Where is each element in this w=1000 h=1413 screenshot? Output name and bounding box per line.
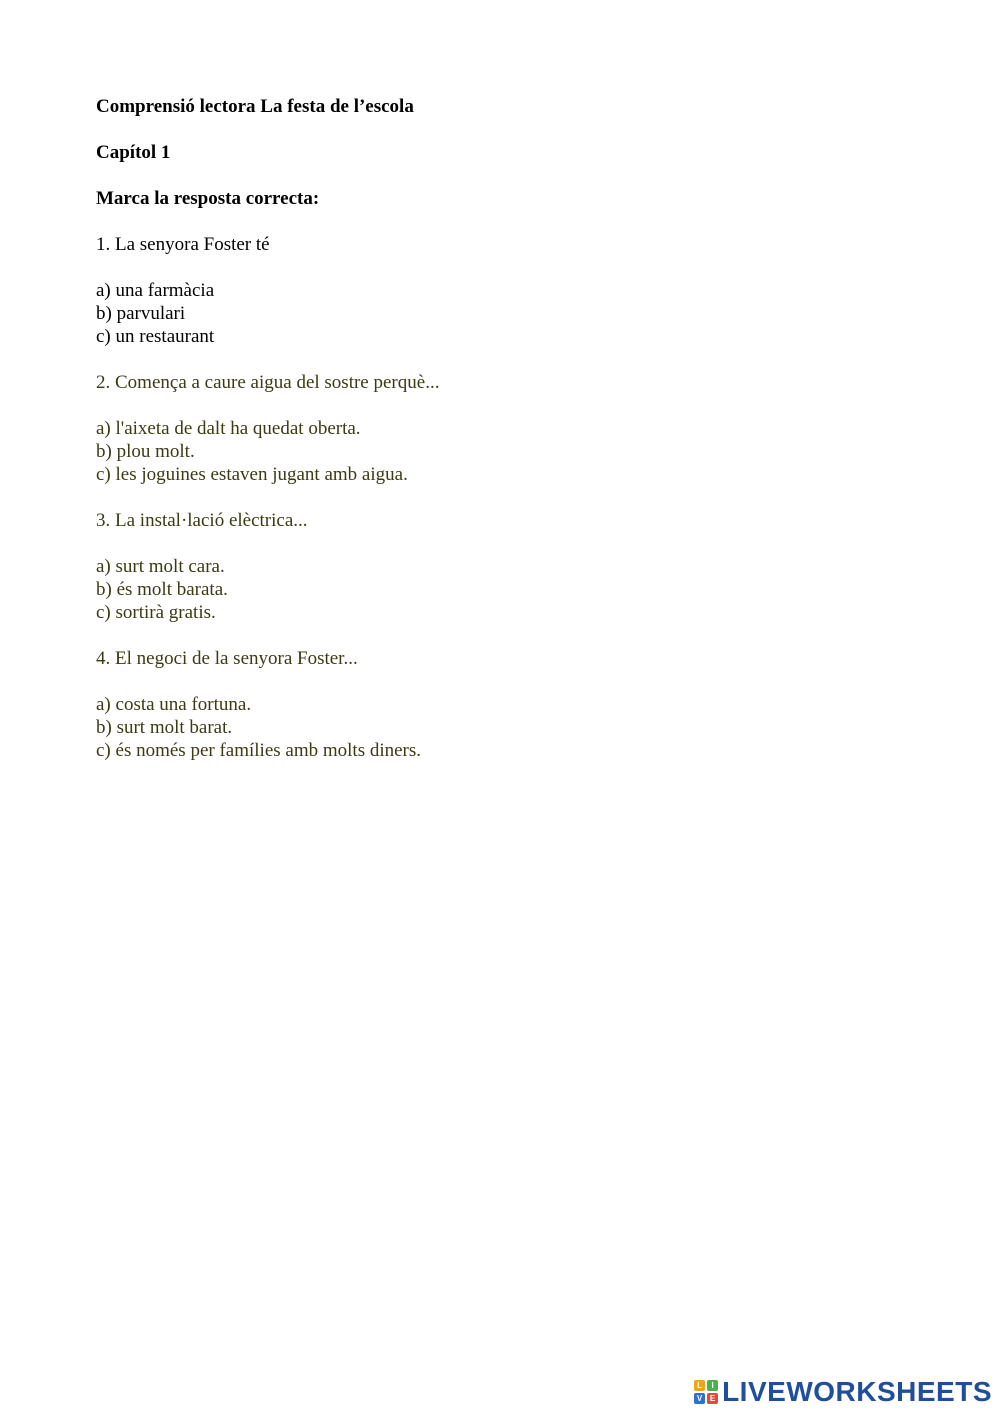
spacer [96,394,916,417]
question-prompt: 3. La instal·lació elèctrica... [96,510,308,531]
question-1 [96,233,916,348]
spacer [96,532,916,555]
spacer [96,256,916,279]
answer-option[interactable]: a) l'aixeta de dalt ha quedat oberta. [96,418,361,439]
question-prompt: 1. La senyora Foster té [96,234,270,255]
liveworksheets-branding [694,1377,992,1407]
question-2 [96,371,916,486]
logo-tile: L [694,1380,705,1391]
answer-option[interactable]: c) és només per famílies amb molts diners. [96,740,422,761]
answer-option[interactable]: b) surt molt barat. [96,717,233,738]
answer-option[interactable]: c) les joguines estaven jugant amb aigua. [96,464,408,485]
answer-option[interactable]: c) un restaurant [96,326,215,347]
document-title: Comprensió lectora La festa de l’escola [96,96,414,117]
answer-option[interactable]: a) una farmàcia [96,280,215,301]
liveworksheets-logo-icon [694,1380,718,1404]
spacer [96,164,916,187]
question-3 [96,509,916,624]
spacer [96,486,916,509]
instruction-text: Marca la resposta correcta: [96,188,320,209]
question-prompt: 4. El negoci de la senyora Foster... [96,648,358,669]
answer-option[interactable]: a) surt molt cara. [96,556,225,577]
answer-option[interactable]: b) és molt barata. [96,579,228,600]
answer-option[interactable]: a) costa una fortuna. [96,694,252,715]
answer-option[interactable]: c) sortirà gratis. [96,602,216,623]
answer-option[interactable]: b) parvulari [96,303,186,324]
logo-tile: V [694,1393,705,1404]
logo-tile: I [707,1380,718,1391]
question-4 [96,647,916,762]
spacer [96,348,916,371]
spacer [96,118,916,141]
spacer [96,624,916,647]
logo-tile: E [707,1393,718,1404]
answer-option[interactable]: b) plou molt. [96,441,195,462]
liveworksheets-wordmark: LIVEWORKSHEETS [722,1376,992,1407]
chapter-heading: Capítol 1 [96,142,171,163]
worksheet-page [96,95,916,762]
spacer [96,670,916,693]
spacer [96,210,916,233]
question-prompt: 2. Comença a caure aigua del sostre perquè... [96,372,440,393]
